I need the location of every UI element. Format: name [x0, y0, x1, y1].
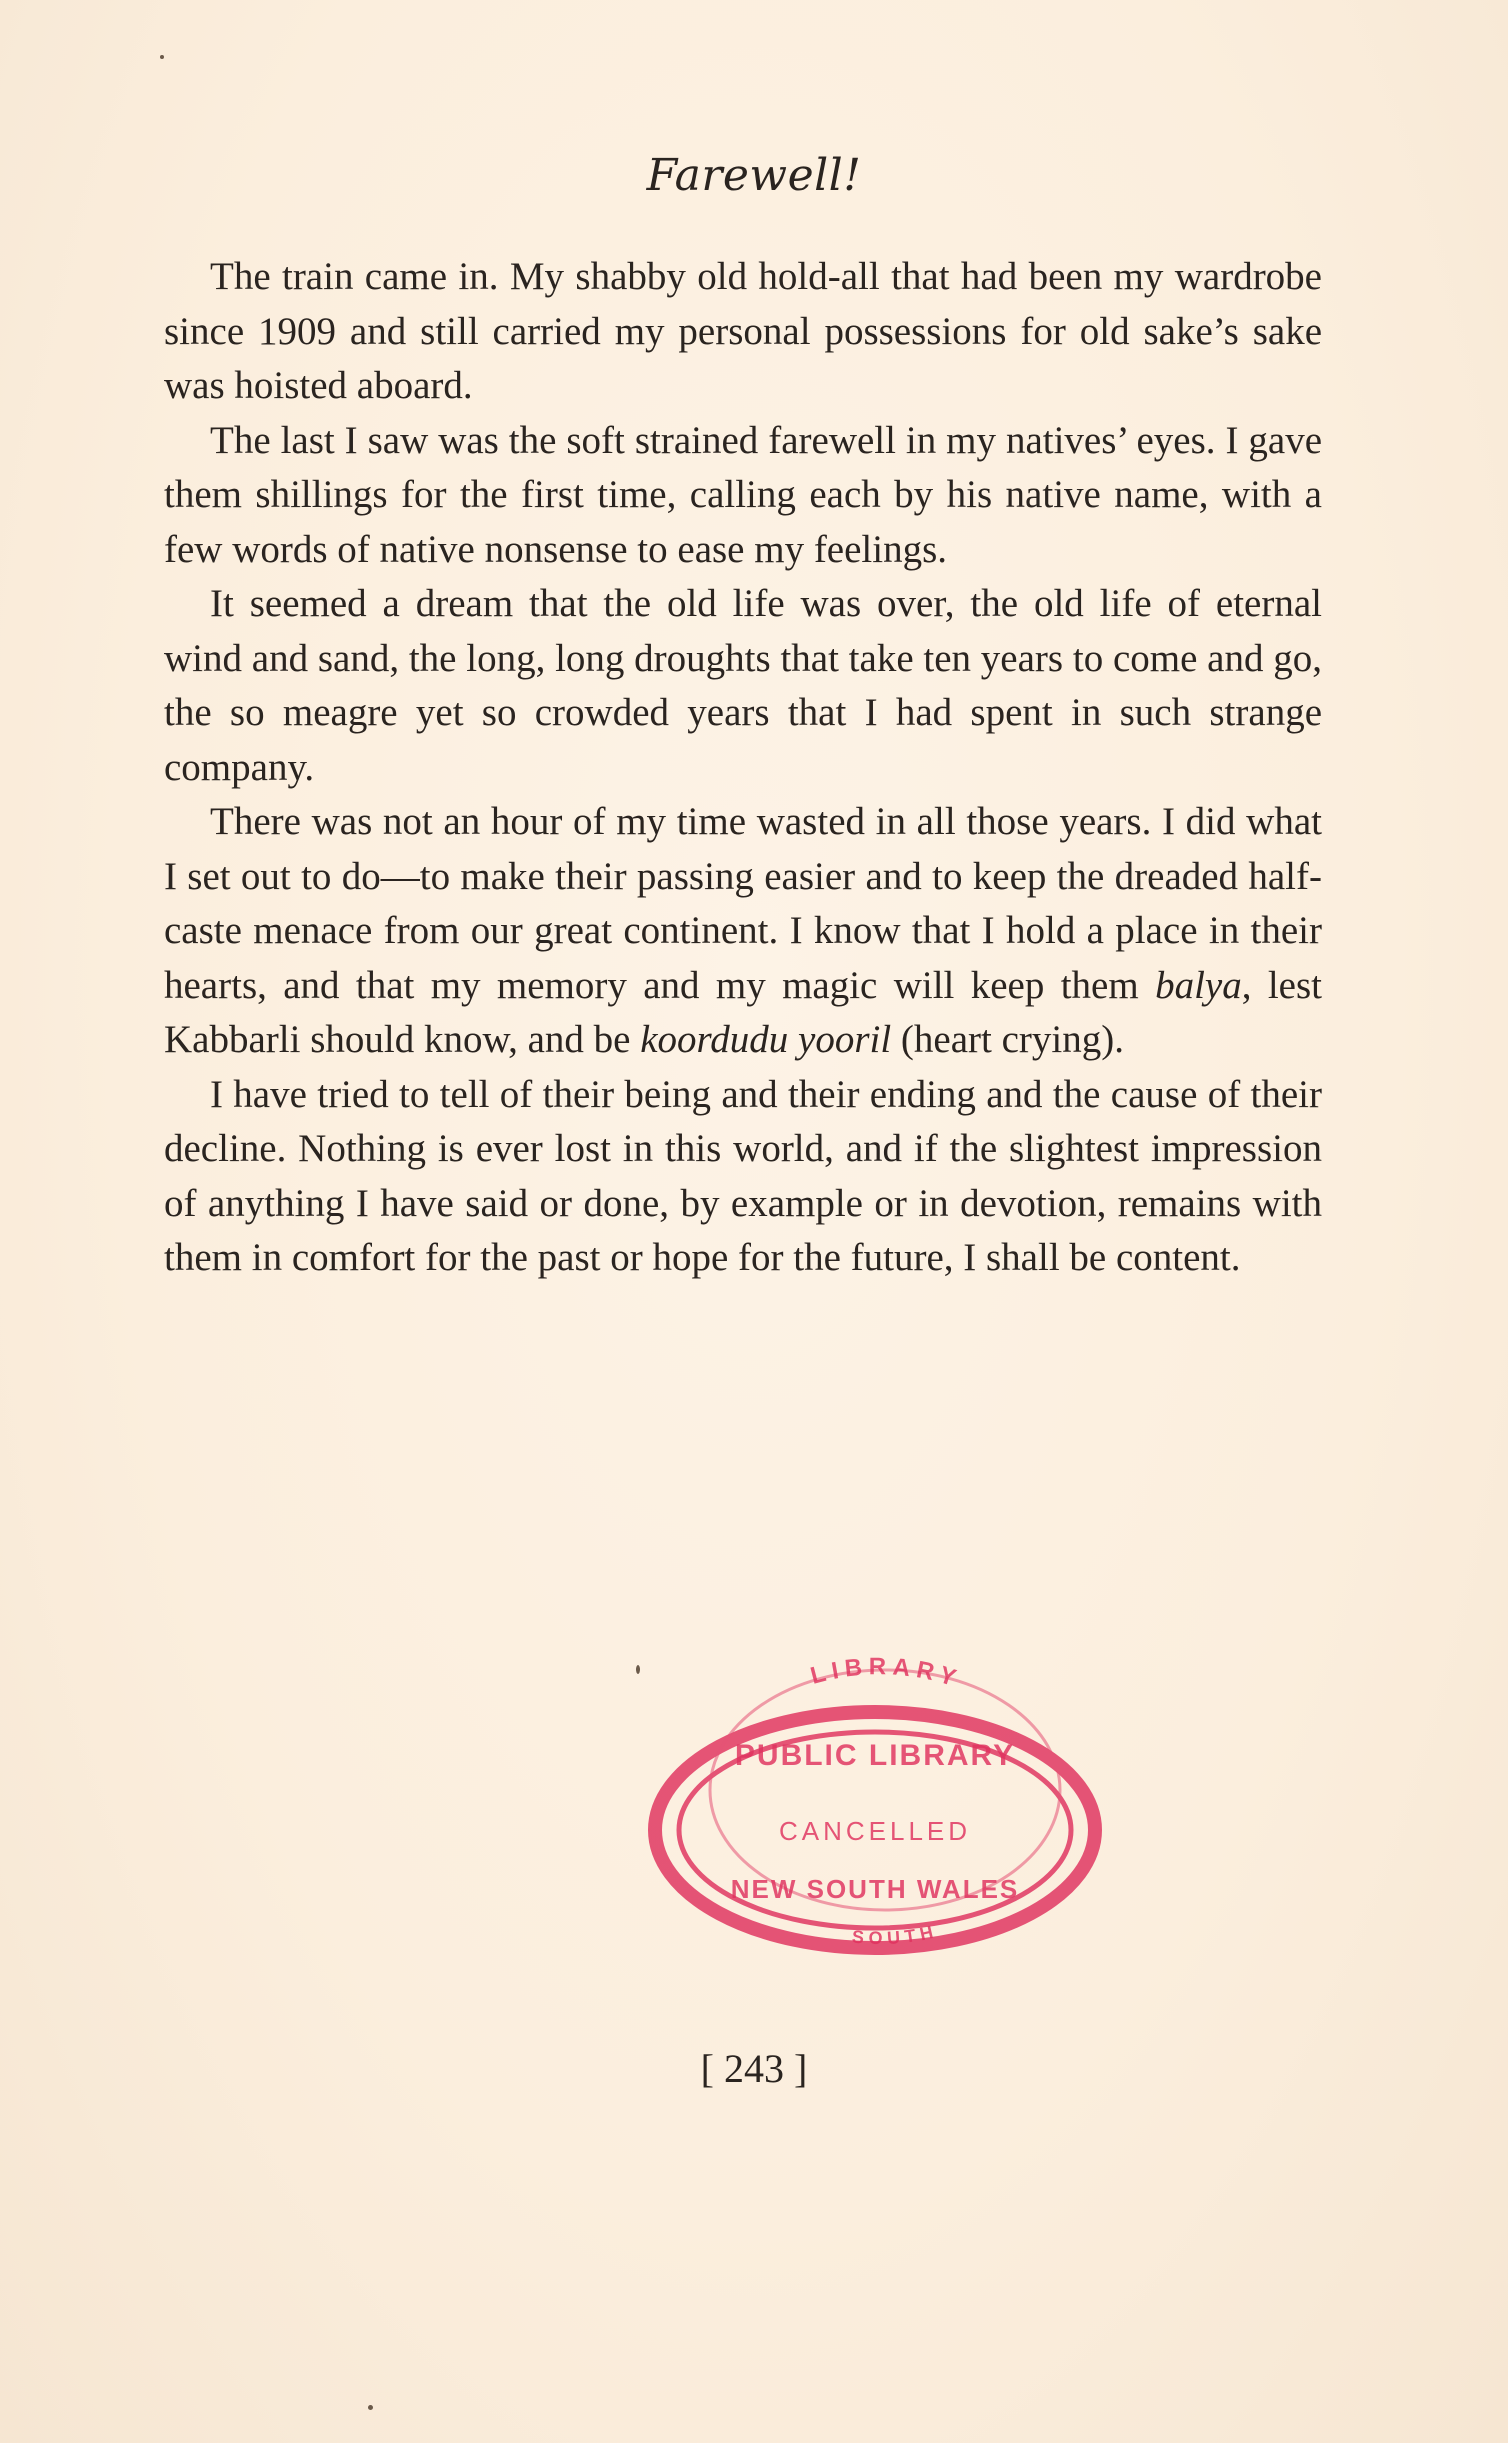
paragraph [164, 250, 1322, 414]
stamp-top-arc: LIBRARY [807, 1653, 965, 1694]
library-cancelled-stamp [640, 1640, 1110, 1970]
text-run: It seemed a dream that the old life was over, the old life of eternal wind and sand, the long, long droughts that take ten years to come and go, the so meagre yet so crowded years that I had spent in such strange company. [164, 582, 1322, 789]
paper-speck [636, 1665, 640, 1674]
page-number: [ 243 ] [700, 2046, 808, 2091]
italic-phrase: balya [1155, 963, 1242, 1007]
body-text [164, 250, 1322, 1286]
text-run: The train came in. My shabby old hold-all that had been my wardrobe since 1909 and still carried my personal possessions for old sake’s sake was hoisted aboard. [164, 255, 1322, 407]
text-run: (heart crying). [891, 1018, 1124, 1061]
stamp-upper-band: PUBLIC LIBRARY [734, 1739, 1016, 1772]
paragraph [164, 414, 1322, 578]
stamp-center: CANCELLED [778, 1816, 972, 1846]
stamp-lower-band: NEW SOUTH WALES [730, 1874, 1020, 1904]
paragraph [164, 1068, 1322, 1286]
text-run: There was not an hour of my time wasted in all those years. I did what I set out to do—to make their passing easier and to keep the dreaded half-caste menace from our great continent. I know that I hold a place in their hearts, and that my memory and my magic will keep them [164, 800, 1322, 1007]
italic-phrase: koordudu yooril [640, 1018, 892, 1061]
text-run: I have tried to tell of their being and their ending and the cause of their decline. Nothing is ever lost in this world, and if the slightest impression of anything I have said or done, by example or in devotion, remains with them in comfort for the past or hope for the future, I shall be content. [164, 1072, 1322, 1279]
paragraph [164, 577, 1322, 795]
paper-speck [160, 55, 164, 59]
stamp-bottom-arc: SOUTH [851, 1920, 940, 1949]
chapter-title: Farewell! [646, 150, 862, 201]
paper-speck [368, 2405, 373, 2410]
svg-text:LIBRARY [808, 1653, 965, 1693]
paragraph [164, 795, 1322, 1068]
text-run: , lest Kabbarli should know, and be [164, 963, 1322, 1061]
text-run: The last I saw was the soft strained farewell in my natives’ eyes. I gave them shillings for the first time, calling each by his native name, with a few words of native nonsense to ease my feelings. [164, 418, 1322, 571]
